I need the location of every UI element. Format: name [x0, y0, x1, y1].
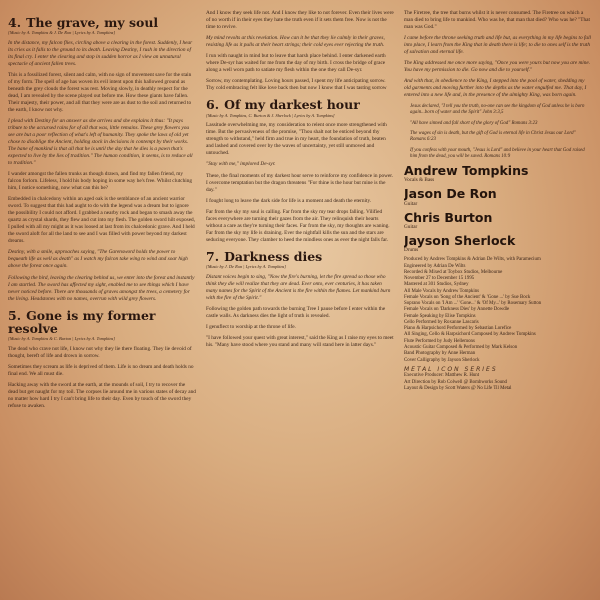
- credit-line: Female Vocals on 'Darkness Dies' by Annette Dowdle: [404, 307, 510, 313]
- scripture-quote: If you confess with your mouth, "Jesus is Lord" and believe in your heart that God raised him from the dead, you will be saved. Romans 10:9: [410, 147, 585, 160]
- song-6-title: [206, 98, 394, 111]
- song-5-paragraph: Sorrow, my contemplating. Loving hours passed, I spent my life anticipating sorrow. Thy cold embracing felt like love back then but now I know that I was tasting sorrow: [206, 78, 387, 92]
- song-5-title: [8, 309, 196, 335]
- song-4-paragraph: Embedded in chalcedony within an aged oak is the semblance of an ancient warrior sword. To suggest that this had aught to do with the legend was a dream but to ignore the possibility I could not afford. I grabbed a nearby rock and began to smash away the quartz as crystal shards, they flew and cut into my flesh. The golden sword hilt exposed, I pulled with all my might as it was loosed at last from its chalcedonic grave. And I held the sword aloft for all the land to see and I was filled with power beyond my darkest dreams.: [8, 196, 196, 245]
- member-role: Guitar: [404, 200, 418, 207]
- song-7-title-text: Darkness dies: [224, 248, 323, 264]
- song-7-paragraph: The Firetree, the tree that burns whilst it is never consumed. The Firetree on which a man died to bring life to mankind. Who was he, that man that died? Who was he? "That man was God.": [404, 10, 590, 30]
- song-7-paragraph: Following the golden path towards the burning Tree I pause before I enter within the castle walls. As darkness dies the light of truth is revealed.: [206, 305, 386, 319]
- song-4-title-text: The grave, my soul: [26, 15, 159, 30]
- credit-line: Executive Producer: Matthew R. Hunt: [404, 373, 480, 379]
- song-4-paragraph: This is a fossilized forest, silent and calm, with no sign of movement save for the stain of my form. The spell of age has woven its evil intent upon this hallowed ground as beneath the grey clouds the forest was rest. Moving slowly, in deathly respect for the dead, I am revealed by the scene played out before me. How these giants have fallen. Their majesty, their power, and all that they were are as dust to the soil and returned to the earth, I know not why.: [8, 72, 192, 113]
- song-4-paragraph: I wander amongst the fallen trunks as though drawn, and find my fallen friend, my falcon forlorn. Lifeless, I hold his body hoping in some way he's free. Whilst clutching him, I notice something, now what can this be?: [8, 171, 193, 192]
- member-name: Chris Burton: [404, 209, 493, 225]
- scripture-quote: The wages of sin is death, but the gift of God is eternal life in Christ Jesus our Lord" Romans 6:23: [410, 130, 576, 143]
- song-7-paragraph: And with that, in obedience to the King, I stepped into the pool of water, shedding my old garments and moving further into the depths as the water engulfed me. That day, I entered into a new life and, in the presence of the almighty King, was born again.: [404, 78, 587, 99]
- song-5-paragraph: I run with naught in mind but to leave that harsh place behind. I enter darkened earth where De-syr has waited for me from the day of my birth. I cross the bridge of grace along a well worn path to satiate my flesh within the one they call De-syr.: [206, 53, 386, 74]
- song-7-paragraph: I genuflect to worship at the throne of life.: [206, 324, 296, 331]
- production-credits: [404, 257, 592, 392]
- credit-line: Soprano Vocals on 'I Am ...' 'Gone...' & 'Of My...' by Rosemary Sutton: [404, 301, 542, 307]
- credit-line: Produced by Andrew Tompkins & Adrian De Wilts, with Paramecium: [404, 257, 541, 263]
- credit-line: Acoustic Guitar Composed & Performed by Mark Kelson: [404, 345, 518, 351]
- song-4-number: 4.: [8, 15, 22, 30]
- song-7-paragraph: The King addressed me once more saying, "Once you were yours but now you are mine. You have my permission to die. Go now and die to yourself.": [404, 60, 591, 74]
- song-7-paragraph: I came before the throne seeking truth and life but, as everything in my life begins to fall into place, I learn from the King that in death there is life; to die to ones self is the truth of salvation and eternal life.: [404, 35, 592, 56]
- song-7-paragraph: "I have followed your quest with great interest," said the King as I raise my eyes to meet his. "Many have stood where you stand and many will stand here in latter days.": [206, 335, 394, 349]
- credit-line: Flute Performed by Judy Hellemons: [404, 338, 475, 344]
- song-7-paragraph: Distant voices begin to sing, "Now the fire's burning, let the fire spread so those who think they die will realize that they are dead. Ever onto, ever centuries, it has taken many names for the Spirit of the Ancient is the fire within the flames. Let mankind burn with the fire of the Spirit.": [206, 273, 391, 301]
- credit-line: Layout & Design by Scott Waters @ No Life Til Metal: [404, 386, 512, 392]
- series-label: METAL ICON SERIES: [404, 365, 498, 373]
- member-name: Andrew Tompkins: [404, 162, 529, 178]
- credit-line: Recorded & Mixed at Toybox Studios, Melbourne: [404, 269, 503, 275]
- credit-line: Band Photography by Anne Herman: [404, 351, 476, 357]
- song-4-credit: [Music by A. Tompkins & J. De Ron | Lyrics by A. Tompkins]: [8, 30, 116, 36]
- member-role: Guitar: [404, 224, 418, 231]
- song-5-title-text: Gone is my former resolve: [8, 307, 156, 336]
- song-4-paragraph: Following the bird, leaving the clearing behind us, we enter into the forest and instantly I am startled. The sword has affected my sight, enabled me to see things which I have never noticed before. There are thousands of graves amongst the trees, a cemetery for the living. Headstones with no names, overrun with wild grey flowers.: [8, 274, 195, 302]
- song-5-credit: [Music by A. Tompkins & C. Burton | Lyrics by A. Tompkins]: [8, 335, 115, 341]
- credit-line: November 27 to December 15 1995: [404, 276, 475, 282]
- credit-line: Cello Performed by Roxanne Lascaris: [404, 319, 479, 325]
- song-6-credit: [Music by A. Tompkins, C. Burton & J. Sherlock | Lyrics by A. Tompkins]: [206, 112, 335, 118]
- song-5-paragraph: Sometimes they scream as life is deprived of them. Life is no dream and death holds no final end. We all must die.: [8, 363, 194, 377]
- credit-line: All Male Vocals by Andrew Tompkins: [404, 288, 480, 294]
- song-6-number: 6.: [206, 97, 220, 113]
- song-6-paragraph: I fought long to leave the dark side for life is a moment and death the eternity.: [206, 197, 372, 204]
- credit-line: Female Vocals on 'Song of the Ancient' & 'Gone ...' by Sue Bock: [404, 294, 531, 300]
- song-4-title: [8, 16, 196, 29]
- song-4-paragraph: I plead with Destiny for an answer as she arrives and she explains it thus: "It pays tribute to the accursed rains for of all that was, little remains. These grey flowers you see are but a poor reflection of what's left of humanity. They spoke the laws of old yet chose to disoblige the Ancient, holding stock in decisions in contempt by their works. The bane of mankind is that all that he is until the day that he dies is a pawn that's expected to live by the lies of tradition." The human condition, it seems, is to reduce all to tradition.": [8, 118, 193, 167]
- credit-line: Engineered by Adrian De Wilts: [404, 263, 466, 269]
- band-members: [404, 162, 592, 254]
- song-5-paragraph: The dead who crave not life, I know not why they lie there floating. They lie devoid of thought, bereft of life and drown in sorrow.: [8, 345, 192, 359]
- member-role: Drums: [404, 247, 419, 254]
- column-right: [404, 10, 592, 596]
- song-4-paragraph: In the distance, my falcon flies, circling above a clearing in the forest. Suddenly, I hear its cries as it falls to the ground to its death. Leaving Destiny, I rush in the direction of its final cry. I enter the clearing and stop in sudden horror as I view an unnatural spectacle of ancient fallen trees.: [8, 39, 193, 67]
- song-7-number: 7.: [206, 248, 220, 264]
- credit-line: Art Direction by Rob Colwell @ Bombworks Sound: [404, 379, 507, 385]
- song-6-paragraph: Lassitude overwhelming me, my consideration to relent once more strengthened with time. But the pervasiveness of the promise, "Thou shalt not be enticed beyond thy strength to withstand," held firm and true in my heart, the foundation of truth, beaten and lashed and covered over by the waves of uncertainty, yet still unmoved and untouched.: [206, 122, 387, 157]
- song-4-paragraph: Destiny, with a smile, approaches saying, "The Garensword holds the power to bequeath life as well as death" as I watch my falcon take wing to wind and soar high above the forest once again.: [8, 249, 188, 270]
- song-6-paragraph: "Stay with me," implored De-syr.: [206, 161, 276, 168]
- credit-line: Female Speaking by Elise Tompkins: [404, 313, 476, 319]
- song-7-title: [206, 250, 394, 263]
- credit-line: Mastered at 301 Studios, Sydney: [404, 282, 469, 288]
- song-5-number: 5.: [8, 307, 22, 323]
- song-5-paragraph: And I know they seek life not. And I know they like to not forever. Even their lives were of no worth if in their eyes they hate the truth even if it sets them free. Now is not the time to revive.: [206, 10, 394, 30]
- column-middle: [206, 10, 394, 596]
- member-role: Vocals & Bass: [404, 177, 435, 184]
- song-5-paragraph: Hacking away with the sword at the earth, at the mounds of soil, I try to recover the dead but get naught for my toil. The corpses lie around me in various states of decay and no matter how hard I try I can't bring life to their day. Even by touch of the sword they refuse to awaken.: [8, 381, 196, 409]
- song-7-credit: [Music by J. De Ron | Lyrics by A. Tompkins]: [206, 263, 286, 269]
- member-name: Jayson Sherlock: [404, 232, 516, 248]
- scripture-quote: Jesus declared, "I tell you the truth, no-one can see the kingdom of God unless he is born again...born of water and the Spirit" John 3:3,5: [410, 103, 585, 116]
- column-left: [8, 10, 196, 596]
- song-6-paragraph: Far from the sky my soul is calling. Far from the sky my tear drops falling. Vilified faces everywhere are turning their gazes from the air. They relinquish their hearts without a care as they're turning their faces. Far from the sky, my thoughts are waning. Far from the sky my life is draining. Ever the nightfall kills the sun and the stars are seducing everyone. They clamber to heed the mindless ones as ever the night falls far.: [206, 208, 390, 243]
- song-5-paragraph: My mind revolts at this revelation. How can it be that they lie calmly in their graves, resisting life as it pulls at their heart strings; their cold eyes ever rejecting the truth.: [206, 35, 385, 49]
- song-6-paragraph: These, the final moments of my darkest hour serve to reinforce my confidence in power. I overcome temptation but the dragon threatens "For thine is the hour but mine is the day.": [206, 172, 394, 193]
- credit-line: Cover Calligraphy by Jayson Sherlock: [404, 357, 480, 363]
- member-name: Jason De Ron: [404, 186, 497, 202]
- credit-line: All Singing, Cello & Harpsichord Composed by Andrew Tompkins: [404, 332, 536, 338]
- credit-line: Piano & Harpsichord Performed by Sebastian Lorefice: [404, 326, 512, 332]
- song-6-title-text: Of my darkest hour: [224, 97, 360, 113]
- scripture-quote: "All have sinned and fall short of the glory of God" Romans 3:23: [410, 120, 538, 126]
